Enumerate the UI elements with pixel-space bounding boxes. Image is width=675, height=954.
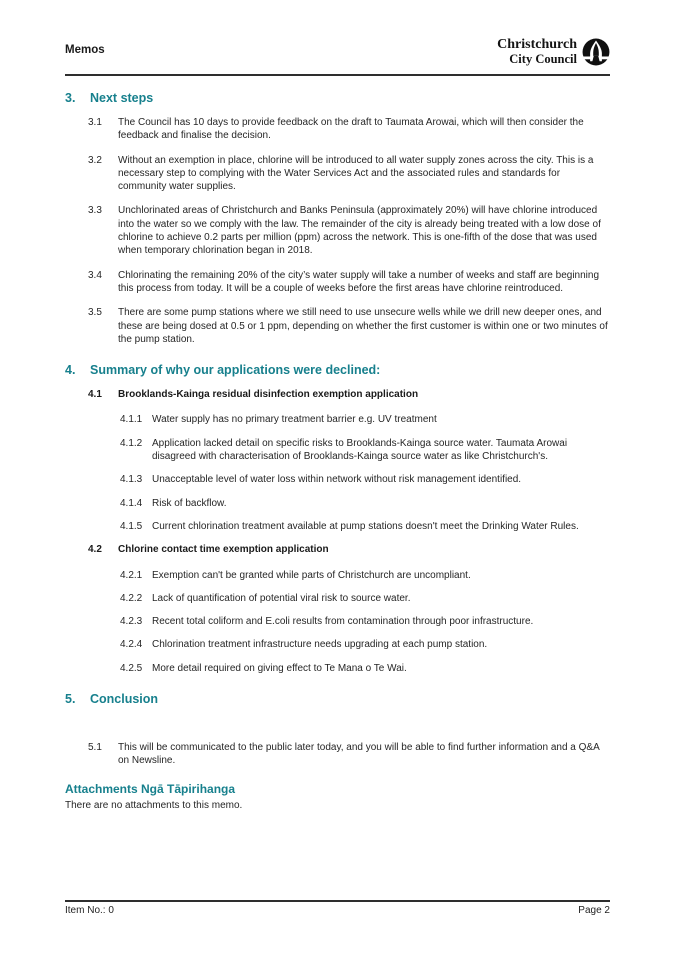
section-5 — [65, 692, 610, 768]
list-item-5.1 — [88, 741, 610, 768]
page-content — [65, 38, 610, 812]
list-item-4.1.3 — [120, 473, 610, 486]
footer-page-number: Page 2 — [578, 905, 610, 916]
item-text: Exemption can't be granted while parts of Christchurch are uncompliant. — [152, 569, 471, 581]
item-number: 3.1 — [88, 117, 102, 128]
page-footer — [65, 900, 610, 916]
section-items — [65, 717, 610, 768]
list-item-4.2.5 — [120, 662, 610, 675]
item-number: 4.1.4 — [120, 497, 143, 509]
section-number: 3. — [65, 91, 76, 105]
item-number: 4.2.5 — [120, 662, 143, 674]
item-text: Chlorine contact time exemption application — [118, 544, 329, 556]
list-item-3.4 — [88, 269, 610, 296]
list-item-4.1.1 — [120, 413, 610, 426]
section-items — [65, 116, 610, 346]
list-item-4.2.4 — [120, 638, 610, 651]
item-text: This will be communicated to the public later today, and you will be able to find further information and a Q&A on Newsline. — [118, 742, 600, 767]
item-number: 3.4 — [88, 269, 102, 281]
item-number: 4.1.2 — [120, 437, 143, 449]
council-logo-wordmark — [497, 38, 577, 65]
section-number: 5. — [65, 692, 76, 707]
list-item-3.5 — [88, 306, 610, 346]
item-number: 3.2 — [88, 154, 102, 166]
list-item-4.1.2 — [120, 437, 610, 464]
list-item-4.1 — [88, 388, 610, 401]
footer-row — [65, 905, 610, 916]
item-number: 4.1.1 — [120, 414, 143, 426]
footer-divider — [65, 900, 610, 902]
item-number: 4.1 — [88, 389, 102, 401]
attachments-text: There are no attachments to this memo. — [65, 799, 243, 811]
item-text: More detail required on giving effect to Te Mana o Te Wai. — [152, 662, 407, 674]
item-text: Unacceptable level of water loss within network without risk management identified. — [152, 474, 522, 486]
item-text: Current chlorination treatment available at pump stations doesn't meet the Drinking Water Rules. — [152, 520, 579, 532]
item-text: Brooklands-Kainga residual disinfection exemption application — [118, 389, 419, 401]
list-item-3.3 — [88, 204, 610, 257]
item-text: Risk of backflow. — [152, 497, 227, 509]
page-title: Memos — [65, 44, 105, 56]
section-heading — [65, 692, 610, 706]
item-text: Without an exemption in place, chlorine will be introduced to all water supply zones across the city. This is a necessary step to complying with the Water Services Act and the associated rules and standards for community water supplies. — [118, 154, 594, 193]
item-number: 4.2.1 — [120, 569, 143, 581]
council-emblem-icon — [582, 38, 610, 66]
section-title: Conclusion — [90, 692, 159, 707]
item-text: Water supply has no primary treatment barrier e.g. UV treatment — [152, 414, 437, 426]
item-text: The Council has 10 days to provide feedback on the draft to Taumata Arowai, which will then consider the feedback and finalise the decision. — [118, 117, 584, 142]
list-item-4.1.4 — [120, 497, 610, 510]
item-number: 4.2.3 — [120, 616, 143, 628]
list-item-4.2.2 — [120, 592, 610, 605]
item-number: 3.5 — [88, 307, 102, 319]
item-number: 4.1.3 — [120, 474, 143, 486]
section-number: 4. — [65, 363, 76, 378]
item-number: 4.1.5 — [120, 520, 143, 532]
header-divider — [65, 74, 610, 76]
item-text: Unchlorinated areas of Christchurch and Banks Peninsula (approximately 20%) will have chlorine introduced into the water so we comply with the law. The remainder of the city is already being treated with a low dose of chlorine to achieve 0.2 parts per million (ppm) across the network. This is one-fifth of the dose that was used when temporary chlorination began in 2018. — [118, 205, 601, 257]
footer-item-number: Item No.: 0 — [65, 905, 114, 916]
item-text: Chlorination treatment infrastructure needs upgrading at each pump station. — [152, 639, 488, 651]
section-items — [65, 388, 610, 675]
item-text: Chlorinating the remaining 20% of the city’s water supply will take a number of weeks and staff are beginning this process from today. It will be a couple of weeks before the first areas have chlorine reintroduced. — [118, 269, 600, 294]
section-heading — [65, 363, 610, 377]
section-title: Summary of why our applications were declined: — [90, 363, 381, 378]
section-3 — [65, 91, 610, 346]
item-text: There are some pump stations where we still need to use unsecure wells while we drill new deeper ones, and these are being dosed at 0.5 or 1 ppm, depending on whether the first customer is within one or two minutes of the pump station. — [118, 307, 608, 345]
attachments-heading: Attachments Ngā Tāpirihanga — [65, 781, 236, 796]
logo-line2: City Council — [509, 51, 577, 66]
item-number: 4.2 — [88, 544, 102, 556]
item-text: Application lacked detail on specific risks to Brooklands-Kainga source water. Taumata Arowai disagreed with characterisation of Brooklands-Kainga source water as like Christchurch's. — [152, 437, 568, 463]
council-logo — [497, 38, 610, 66]
section-4 — [65, 363, 610, 675]
logo-line1: Christchurch — [497, 37, 577, 53]
list-item-4.2 — [88, 543, 610, 556]
page-header — [65, 38, 610, 74]
item-number: 4.2.2 — [120, 592, 143, 604]
list-item-4.2.3 — [120, 615, 610, 628]
item-text: Recent total coliform and E.coli results from contamination through poor infrastructure. — [152, 616, 534, 628]
section-heading — [65, 91, 610, 105]
list-item-4.2.1 — [120, 569, 610, 582]
item-number: 3.3 — [88, 205, 102, 217]
section-title: Next steps — [90, 91, 154, 105]
list-item-3.1 — [88, 116, 610, 143]
sections-root — [65, 91, 610, 768]
list-item-3.2 — [88, 154, 610, 194]
item-text: Lack of quantification of potential viral risk to source water. — [152, 592, 411, 604]
list-item-4.1.5 — [120, 520, 610, 533]
item-number: 5.1 — [88, 742, 102, 754]
item-number: 4.2.4 — [120, 639, 143, 651]
